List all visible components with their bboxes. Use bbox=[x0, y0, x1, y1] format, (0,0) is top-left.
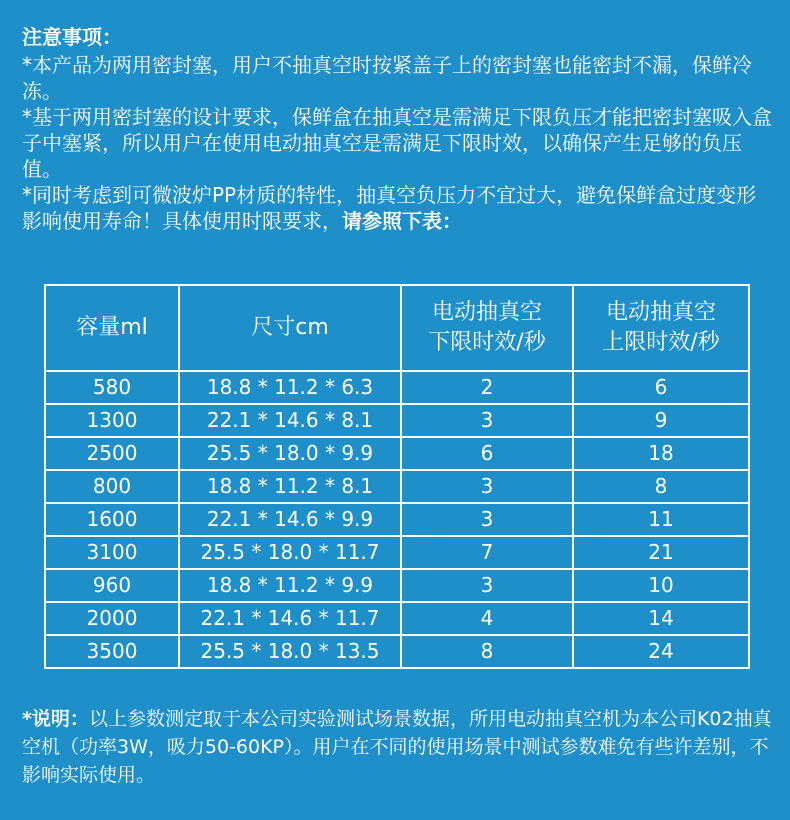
cell-capacity: 3500 bbox=[45, 635, 179, 668]
spec-table bbox=[44, 284, 750, 669]
cell-min-time: 8 bbox=[401, 635, 573, 668]
cell-max-time: 10 bbox=[573, 569, 749, 602]
notice-title: 注意事项： bbox=[22, 25, 122, 49]
table-row bbox=[45, 536, 749, 569]
cell-min-time: 4 bbox=[401, 602, 573, 635]
cell-max-time: 21 bbox=[573, 536, 749, 569]
cell-min-time: 3 bbox=[401, 470, 573, 503]
table-row bbox=[45, 635, 749, 668]
header-max-time-line1: 电动抽真空 bbox=[605, 300, 716, 325]
cell-capacity: 3100 bbox=[45, 536, 179, 569]
spec-table-body bbox=[45, 371, 749, 668]
cell-size: 18.8 * 11.2 * 8.1 bbox=[179, 470, 401, 503]
cell-min-time: 6 bbox=[401, 437, 573, 470]
cell-min-time: 7 bbox=[401, 536, 573, 569]
cell-capacity: 2500 bbox=[45, 437, 179, 470]
notice-paragraph-3-emphasis: 请参照下表： bbox=[342, 209, 462, 233]
table-row bbox=[45, 371, 749, 404]
footer-text: 以上参数测定取于本公司实验测试场景数据，所用电动抽真空机为本公司K02抽真空机（功率3W，吸力50-60KP）。用户在不同的使用场景中测试参数难免有些许差别，不影响实际使用。 bbox=[22, 708, 772, 786]
cell-min-time: 2 bbox=[401, 371, 573, 404]
cell-capacity: 800 bbox=[45, 470, 179, 503]
cell-max-time: 14 bbox=[573, 602, 749, 635]
footer-label: *说明： bbox=[22, 708, 89, 730]
cell-min-time: 3 bbox=[401, 404, 573, 437]
cell-max-time: 24 bbox=[573, 635, 749, 668]
cell-capacity: 1300 bbox=[45, 404, 179, 437]
cell-capacity: 580 bbox=[45, 371, 179, 404]
cell-max-time: 9 bbox=[573, 404, 749, 437]
cell-capacity: 960 bbox=[45, 569, 179, 602]
cell-size: 22.1 * 14.6 * 9.9 bbox=[179, 503, 401, 536]
cell-max-time: 8 bbox=[573, 470, 749, 503]
table-row bbox=[45, 602, 749, 635]
table-row bbox=[45, 503, 749, 536]
header-min-time-line1: 电动抽真空 bbox=[431, 300, 542, 325]
notice-section bbox=[22, 24, 774, 234]
table-row bbox=[45, 404, 749, 437]
cell-size: 25.5 * 18.0 * 13.5 bbox=[179, 635, 401, 668]
footer-note bbox=[22, 705, 774, 789]
header-min-time-line2: 下限时效/秒 bbox=[428, 330, 546, 355]
cell-capacity: 2000 bbox=[45, 602, 179, 635]
notice-paragraph-1: *本产品为两用密封塞，用户不抽真空时按紧盖子上的密封塞也能密封不漏，保鲜冷冻。 bbox=[22, 53, 752, 103]
footer-paragraph bbox=[22, 705, 774, 789]
cell-size: 22.1 * 14.6 * 8.1 bbox=[179, 404, 401, 437]
notice-paragraph-3-text: *同时考虑到可微波炉PP材质的特性，抽真空负压力不宜过大，避免保鲜盒过度变形影响使用寿命！具体使用时限要求， bbox=[22, 183, 757, 233]
notice-paragraph-2: *基于两用密封塞的设计要求，保鲜盒在抽真空是需满足下限负压才能把密封塞吸入盒子中塞紧，所以用户在使用电动抽真空是需满足下限时效，以确保产生足够的负压值。 bbox=[22, 105, 772, 181]
notice-paragraph-3 bbox=[22, 182, 774, 234]
table-row bbox=[45, 569, 749, 602]
cell-max-time: 6 bbox=[573, 371, 749, 404]
cell-size: 18.8 * 11.2 * 6.3 bbox=[179, 371, 401, 404]
cell-size: 25.5 * 18.0 * 9.9 bbox=[179, 437, 401, 470]
cell-size: 25.5 * 18.0 * 11.7 bbox=[179, 536, 401, 569]
table-row bbox=[45, 437, 749, 470]
cell-size: 18.8 * 11.2 * 9.9 bbox=[179, 569, 401, 602]
table-row bbox=[45, 470, 749, 503]
spec-table-header bbox=[45, 285, 749, 371]
cell-max-time: 11 bbox=[573, 503, 749, 536]
header-min-time bbox=[401, 285, 573, 371]
cell-capacity: 1600 bbox=[45, 503, 179, 536]
header-capacity: 容量ml bbox=[45, 285, 179, 371]
cell-min-time: 3 bbox=[401, 503, 573, 536]
header-max-time-line2: 上限时效/秒 bbox=[602, 330, 720, 355]
spec-table-container bbox=[44, 284, 748, 669]
cell-size: 22.1 * 14.6 * 11.7 bbox=[179, 602, 401, 635]
header-row bbox=[45, 285, 749, 371]
header-size: 尺寸cm bbox=[179, 285, 401, 371]
header-max-time bbox=[573, 285, 749, 371]
cell-min-time: 3 bbox=[401, 569, 573, 602]
cell-max-time: 18 bbox=[573, 437, 749, 470]
